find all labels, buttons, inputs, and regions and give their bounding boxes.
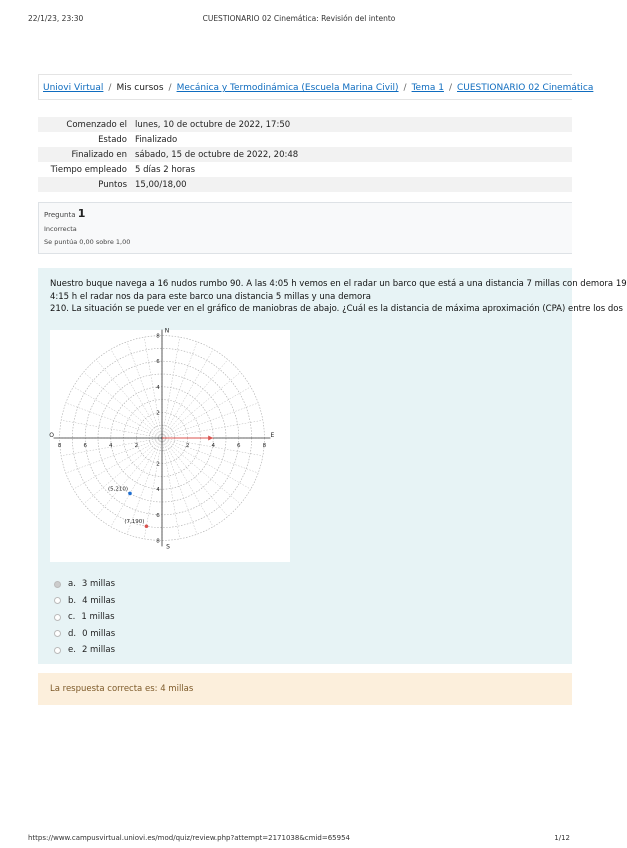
maneuvering-board-svg [49,327,290,562]
answer-text: 1 millas [81,612,115,623]
tick-label-east: 2 [185,443,190,449]
breadcrumb-item-mis-cursos: Mis cursos [116,83,164,93]
contact-point-0415 [128,492,132,496]
north-label: N [164,327,170,335]
contact-point-0415-label: (5,210) [107,486,129,493]
summary-value: lunes, 10 de octubre de 2022, 17:50 [135,119,291,130]
breadcrumb-item-quiz[interactable]: CUESTIONARIO 02 Cinemática [457,83,594,93]
answer-letter: a. [68,579,76,590]
tick-label-west: 4 [109,443,113,449]
bearing-line [162,438,228,516]
question-formulation [38,268,627,664]
summary-row [38,147,572,162]
breadcrumb-item-course[interactable]: Mecánica y Termodinámica (Escuela Marina Civil) [176,83,399,93]
south-label: S [166,543,170,551]
attempt-summary-table [38,117,572,192]
bearing-line [162,360,228,438]
answer-option-e[interactable] [54,642,115,659]
answer-option-c[interactable] [54,609,115,626]
answer-option-a[interactable] [54,576,115,593]
print-url: https://www.campusvirtual.uniovi.es/mod/quiz/review.php?attempt=2171038&cmid=65954 [28,834,350,842]
tick-label-west: 8 [57,443,62,449]
answer-letter: c. [68,612,76,623]
print-date: 22/1/23, 23:30 [28,14,84,23]
tick-label-south: 8 [156,538,160,545]
question-state: Incorrecta [44,225,77,233]
bearing-line [162,438,197,534]
answer-text: 2 millas [81,645,116,656]
summary-label: Estado [98,134,127,145]
question-grade: Se puntúa 0,00 sobre 1,00 [44,238,131,246]
summary-value: Finalizado [135,134,178,145]
summary-label: Finalizado en [71,149,127,160]
bearing-line [162,337,180,438]
bearing-line [162,420,263,438]
question-text-line: 4:15 h el radar nos da para este barco una distancia 5 millas y una demora [50,291,371,302]
answer-letter: d. [68,628,77,639]
contact-point-0405-label: (7,190) [124,519,145,526]
tick-label-south: 6 [156,512,160,519]
contact-point-0405 [145,524,149,528]
bearing-line [66,403,162,438]
tick-label-south: 2 [156,461,160,468]
bearing-line [162,438,258,473]
answer-text: 3 millas [81,579,116,590]
print-title: CUESTIONARIO 02 Cinemática: Revisión del intento [202,14,396,23]
summary-label: Puntos [98,179,127,190]
summary-row [38,177,572,192]
bearing-line [96,438,162,516]
answer-option-b[interactable] [54,593,115,610]
bearing-line [84,438,162,504]
bearing-line [96,360,162,438]
breadcrumb-separator: / [403,83,407,93]
bearing-line [162,342,197,438]
west-label: O [49,432,54,439]
summary-row [38,132,572,147]
summary-label: Tiempo empleado [50,164,127,175]
summary-label: Comenzado el [66,119,127,130]
radio-icon[interactable] [54,614,61,621]
radio-icon[interactable] [54,630,61,637]
breadcrumb-item-tema[interactable]: Tema 1 [411,83,444,93]
maneuvering-board-image [49,327,290,562]
radio-checked-icon[interactable] [54,581,61,588]
east-label: E [270,432,275,439]
question-text-line: Nuestro buque navega a 16 nudos rumbo 90. A las 4:05 h vemos en el radar un barco que está a una distancia 7 millas con demora 19 [50,279,627,289]
breadcrumb-separator: / [168,83,172,93]
breadcrumb-separator: / [448,83,452,93]
tick-label-east: 4 [211,443,215,449]
tick-label-east: 6 [237,443,241,449]
tick-label-north: 8 [156,333,160,340]
answer-letter: b. [68,595,77,606]
breadcrumb-item-uniovi-virtual[interactable]: Uniovi Virtual [43,83,104,93]
bearing-line [162,438,240,504]
question-text-line: 210. La situación se puede ver en el gráfico de maniobras de abajo. ¿Cuál es la distancia de máxima aproximación (CPA) entre los dos [50,304,623,314]
bearing-line [66,438,162,473]
answer-list [54,576,115,659]
question-label: Pregunta [44,211,76,219]
summary-value: sábado, 15 de octubre de 2022, 20:48 [135,149,299,160]
breadcrumb [38,74,594,100]
breadcrumb-separator: / [108,83,112,93]
answer-option-d[interactable] [54,626,115,643]
correct-answer-feedback: La respuesta correcta es: 4 millas [38,673,572,705]
bearing-line [84,372,162,438]
print-page-number: 1/12 [554,834,570,842]
question-info [38,202,572,254]
question-number [44,207,567,220]
bearing-line [162,438,180,539]
own-ship-vector-arrowhead [208,436,213,441]
tick-label-south: 4 [156,487,160,494]
tick-label-north: 2 [156,410,160,417]
summary-value: 15,00/18,00 [135,179,187,190]
bearing-line [162,403,258,438]
tick-label-north: 4 [156,384,160,391]
tick-label-west: 6 [83,443,87,449]
tick-label-west: 2 [134,443,139,449]
radio-icon[interactable] [54,597,61,604]
tick-label-east: 8 [262,443,267,449]
radio-icon[interactable] [54,647,61,654]
question-number-value: 1 [77,207,86,220]
answer-text: 4 millas [82,595,116,606]
answer-text: 0 millas [82,628,116,639]
bearing-line [61,420,162,438]
summary-row [38,162,572,177]
answer-letter: e. [68,645,76,656]
summary-value: 5 días 2 horas [135,164,196,175]
tick-label-north: 6 [156,359,160,366]
summary-row [38,117,572,132]
bearing-line [162,372,240,438]
